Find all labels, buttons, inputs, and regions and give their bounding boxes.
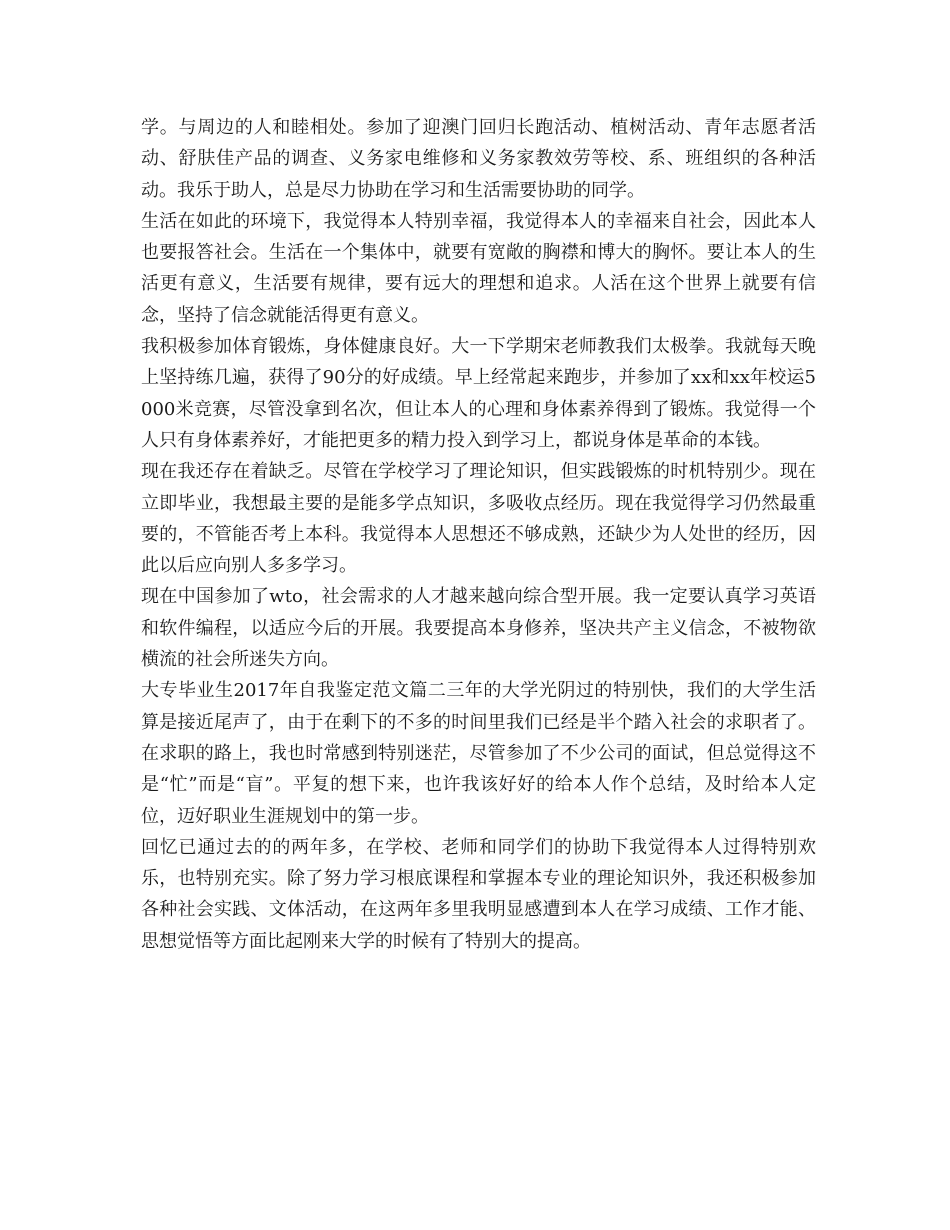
paragraph: 学。与周边的人和睦相处。参加了迎澳门回归长跑活动、植树活动、青年志愿者活动、舒肤佳产品的调查、义务家电维修和义务家教效劳等校、系、班组织的各种活动。我乐于助人，总是尽力协助在学习和生活需要协助的同学。 xyxy=(141,117,816,201)
paragraph: 我积极参加体育锻炼，身体健康良好。大一下学期宋老师教我们太极拳。我就每天晚上坚持练几遍，获得了90分的好成绩。早上经常起来跑步，并参加了xx和xx年校运5000米竞赛，尽管没拿到名次，但让本人的心理和身体素养得到了锻炼。我觉得一个人只有身体素养好，才能把更多的精力投入到学习上，都说身体是革命的本钱。 xyxy=(141,336,816,451)
paragraph: 现在我还存在着缺乏。尽管在学校学习了理论知识，但实践锻炼的时机特别少。现在立即毕业，我想最主要的是能多学点知识，多吸收点经历。现在我觉得学习仍然最重要的，不管能否考上本科。我觉得本人思想还不够成熟，还缺少为人处世的经历，因此以后应向别人多多学习。 xyxy=(141,461,816,577)
paragraph: 生活在如此的环境下，我觉得本人特别幸福，我觉得本人的幸福来自社会，因此本人也要报答社会。生活在一个集体中，就要有宽敞的胸襟和博大的胸怀。要让本人的生活更有意义，生活要有规律，要有远大的理想和追求。人活在这个世界上就要有信念，坚持了信念就能活得更有意义。 xyxy=(141,210,816,326)
paragraph: 大专毕业生2017年自我鉴定范文篇二三年的大学光阴过的特别快，我们的大学生活算是接近尾声了，由于在剩下的不多的时间里我们已经是半个踏入社会的求职者了。在求职的路上，我也时常感到特别迷茫，尽管参加了不少公司的面试，但总觉得这不是“忙”而是“盲”。平复的想下来，也许我该好好的给本人作个总结，及时给本人定位，迈好职业生涯规划中的第一步。 xyxy=(141,680,816,827)
paragraph: 现在中国参加了wto，社会需求的人才越来越向综合型开展。我一定要认真学习英语和软件编程，以适应今后的开展。我要提高本身修养，坚决共产主义信念，不被物欲横流的社会所迷失方向。 xyxy=(141,586,816,671)
paragraph: 回忆已通过去的的两年多，在学校、老师和同学们的协助下我觉得本人过得特别欢乐，也特别充实。除了努力学习根底课程和掌握本专业的理论知识外，我还积极参加各种社会实践、文体活动，在这两年多里我明显感遭到本人在学习成绩、工作才能、思想觉悟等方面比起刚来大学的时候有了特别大的提高。 xyxy=(141,836,816,952)
document-body xyxy=(141,112,816,957)
